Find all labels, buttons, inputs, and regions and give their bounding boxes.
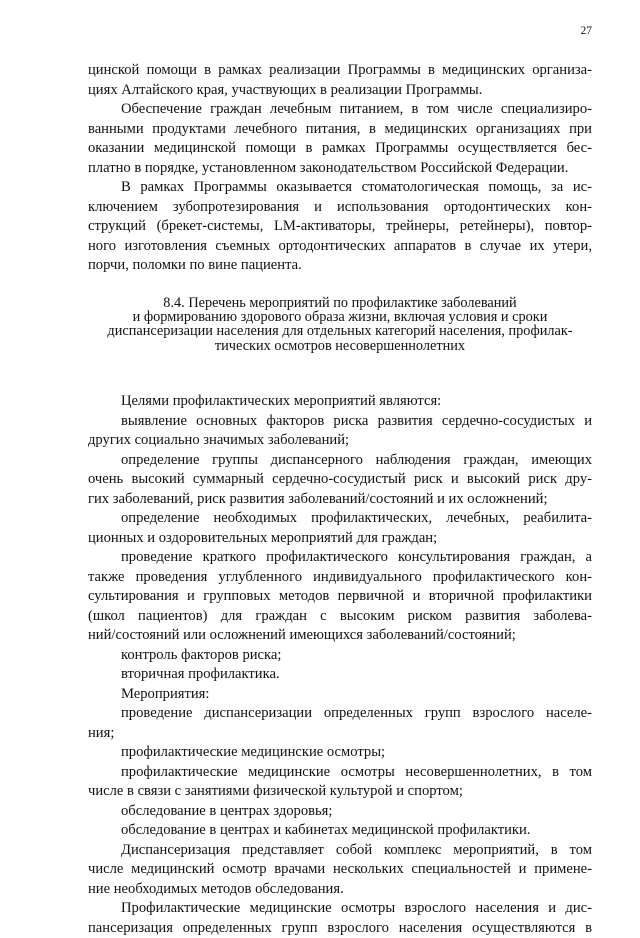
heading-line: и формированию здорового образа жизни, включая условия и сроки (132, 308, 548, 325)
text-line: профилактические медицинские осмотры; (121, 744, 386, 761)
text-line: других социально значимых заболеваний; (88, 432, 350, 449)
text-line: ного изготовления съемных ортодонтических аппаратов в случае их утери, (88, 237, 592, 254)
text-line: ключением зубопротезирования и использования ортодонтических кон- (88, 198, 592, 215)
paragraph-measures-intro (88, 685, 592, 705)
list-item-measure (88, 763, 592, 802)
text-line: контроль факторов риска; (121, 646, 282, 663)
text-line: Диспансеризация представляет собой комплекс мероприятий, в том (121, 841, 592, 858)
text-line: проведение диспансеризации определенных групп взрослого населе- (121, 705, 592, 722)
text-line: В рамках Программы оказывается стоматологическая помощь, за ис- (121, 179, 592, 195)
text-line: пансеризация определенных групп взрослого населения осуществляются в (88, 919, 592, 936)
text-line: ционных и оздоровительных мероприятий для граждан; (88, 529, 438, 546)
list-item-goal (88, 665, 592, 685)
text-line: определение необходимых профилактических, лечебных, реабилита- (121, 510, 592, 527)
list-item-goal (88, 509, 592, 548)
text-line: числе в связи с занятиями физической культурой и спортом; (88, 783, 463, 800)
heading-line: диспансеризации населения для отдельных категорий населения, профилак- (107, 323, 573, 340)
text-line: также проведения углубленного индивидуального профилактического кон- (88, 568, 592, 585)
text-line: ние необходимых методов обследования. (88, 880, 344, 897)
list-item-measure (88, 802, 592, 822)
text-line: цинской помощи в рамках реализации Программы в медицинских организа- (88, 62, 592, 78)
text-line: циях Алтайского края, участвующих в реализации Программы. (88, 81, 483, 98)
text-line: струкций (брекет-системы, LM-активаторы, трейнеры, ретейнеры), повтор- (88, 218, 592, 234)
heading-line: тических осмотров несовершеннолетних (214, 337, 466, 354)
list-item-measure (88, 743, 592, 763)
paragraph-continuation (88, 61, 592, 100)
text-line: гих заболеваний, риск развития заболеваний/состояний и их осложнений; (88, 490, 548, 507)
list-item-measure (88, 704, 592, 743)
spacer (88, 375, 592, 392)
text-line: профилактические медицинские осмотры несовершеннолетних, в том (121, 763, 592, 780)
paragraph-goals-intro (88, 392, 592, 412)
text-line: ний/состояний или осложнений имеющихся заболеваний/состояний; (88, 627, 516, 644)
text-line: определение группы диспансерного наблюдения граждан, имеющих (121, 451, 592, 468)
list-item-goal (88, 412, 592, 451)
page-content (88, 61, 592, 938)
text-line: обследование в центрах и кабинетах медицинской профилактики. (121, 822, 531, 839)
text-line: ванными продуктами лечебного питания, в медицинских организациях при (88, 120, 592, 137)
text-line: Профилактические медицинские осмотры взрослого населения и дис- (121, 900, 592, 917)
list-item-measure (88, 821, 592, 841)
text-line: Мероприятия: (121, 685, 210, 702)
paragraph-dental (88, 178, 592, 276)
text-line: выявление основных факторов риска развития сердечно-сосудистых и (121, 412, 592, 429)
list-item-goal (88, 646, 592, 666)
text-line: Обеспечение граждан лечебным питанием, в том числе специализиро- (121, 101, 592, 117)
text-line: очень высокий суммарный сердечно-сосудистый риск и высокий риск дру- (88, 471, 592, 488)
text-line: проведение краткого профилактического консультирования граждан, а (121, 549, 592, 566)
text-line: сультирования и групповых методов первичной и вторичной профилактики (88, 588, 592, 605)
text-line: обследование в центрах здоровья; (121, 802, 333, 819)
heading-line: 8.4. Перечень мероприятий по профилактике заболеваний (163, 294, 517, 311)
text-line: Целями профилактических мероприятий являются: (121, 393, 442, 410)
text-line: ния; (88, 724, 115, 741)
text-line: порчи, поломки по вине пациента. (88, 257, 302, 273)
page-number: 27 (580, 25, 592, 37)
text-line: (школ пациентов) для граждан с высоким риском развития заболева- (88, 607, 592, 624)
text-line: оказании медицинской помощи в рамках Программы осуществляется бес- (88, 140, 592, 156)
paragraph-nutrition (88, 100, 592, 178)
list-item-goal (88, 548, 592, 646)
section-heading (88, 296, 592, 354)
list-item-goal (88, 451, 592, 510)
text-line: платно в порядке, установленном законодательством Российской Федерации. (88, 159, 569, 176)
text-line: вторичная профилактика. (121, 666, 280, 683)
text-line: числе медицинский осмотр врачами нескольких специальностей и примене- (88, 861, 592, 878)
paragraph-dispensarization (88, 841, 592, 900)
